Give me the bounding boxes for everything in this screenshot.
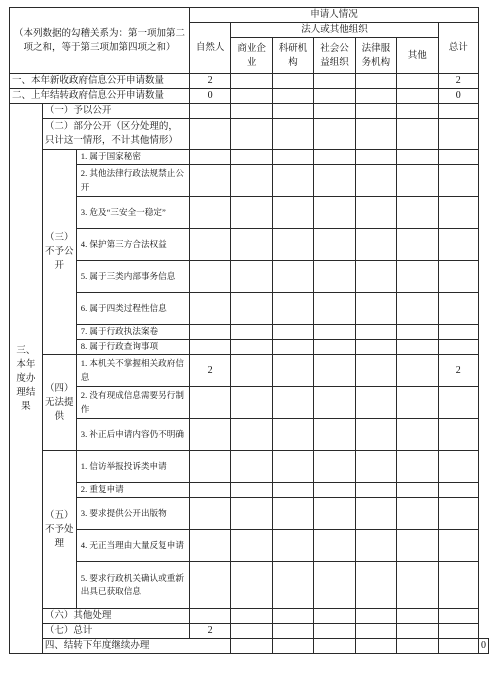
g3-item-8: 8. 属于行政查询事项: [76, 340, 189, 355]
row2-total: 0: [438, 89, 479, 104]
g3-item-3: 3. 危及“三安全一稳定”: [76, 197, 189, 229]
table-row: [10, 387, 489, 419]
table-row: [10, 419, 489, 451]
g3-item-4: 4. 保护第三方合法权益: [76, 229, 189, 261]
col-header-research: 科研机构: [272, 38, 313, 74]
g3-label: （三）不予公开: [42, 150, 76, 355]
row1-natural: 2: [189, 74, 230, 89]
g5-item-3: 3. 要求提供公开出版物: [76, 498, 189, 530]
table-row: [10, 165, 489, 197]
col-header-total: 总计: [438, 23, 479, 74]
table-row: [10, 355, 489, 387]
g3-item-1: 1. 属于国家秘密: [76, 150, 189, 165]
g4-label: （四）无法提供: [42, 355, 76, 451]
g3-item-5: 5. 属于三类内部事务信息: [76, 261, 189, 293]
g5-item-5: 5. 要求行政机关确认或重新出具已获取信息: [76, 562, 189, 609]
g3-item-7: 7. 属于行政执法案卷: [76, 325, 189, 340]
table-row: [10, 609, 489, 624]
g4-item-1: 1. 本机关不掌握相关政府信息: [76, 355, 189, 387]
table-row: [10, 197, 489, 229]
row4-total: 0: [479, 639, 489, 654]
g4-item-1-natural: 2: [189, 355, 230, 387]
table-row: [10, 498, 489, 530]
row4-label: 四、结转下年度继续办理: [42, 639, 231, 654]
g2-label: （二）部分公开（区分处理的，只计这一情形，不计其他情形）: [42, 119, 189, 150]
g5-item-1: 1. 信访举报投诉类申请: [76, 451, 189, 483]
col-header-other: 其他: [397, 38, 438, 74]
g4-item-3: 3. 补正后申请内容仍不明确: [76, 419, 189, 451]
g1-label: （一）予以公开: [42, 104, 189, 119]
row1-label: 一、本年新收政府信息公开申请数量: [10, 74, 190, 89]
header-applicant-situation: 申请人情况: [189, 8, 478, 23]
col-header-public-welfare: 社会公益组织: [314, 38, 355, 74]
g3-item-6: 6. 属于四类过程性信息: [76, 293, 189, 325]
g4-item-1-total: 2: [438, 355, 479, 387]
row1-total: 2: [438, 74, 479, 89]
g7-natural: 2: [189, 624, 230, 639]
table-row: [10, 104, 489, 119]
col-header-commercial: 商业企业: [231, 38, 272, 74]
g6-label: （六）其他处理: [42, 609, 189, 624]
header-note: （本列数据的勾稽关系为：第一项加第二项之和，等于第三项加第四项之和）: [13, 28, 185, 53]
table-row: [10, 150, 489, 165]
table-row: [10, 340, 489, 355]
header-legal-person-group: 法人或其他组织: [231, 23, 438, 38]
table-row: [10, 229, 489, 261]
table-row: [10, 483, 489, 498]
row2-natural: 0: [189, 89, 230, 104]
g5-item-4: 4. 无正当理由大量反复申请: [76, 530, 189, 562]
table-row: [10, 119, 489, 150]
government-info-disclosure-table: [9, 7, 489, 654]
table-row: [10, 624, 489, 639]
g7-label: （七）总计: [42, 624, 189, 639]
report-table-container: [9, 7, 489, 654]
col-header-natural-person: 自然人: [189, 23, 230, 74]
table-row: [10, 261, 489, 293]
g3-item-2: 2. 其他法律行政法规禁止公开: [76, 165, 189, 197]
table-row: [10, 89, 489, 104]
col-header-legal-service: 法律服务机构: [355, 38, 396, 74]
table-row: [10, 639, 489, 654]
table-row: [10, 74, 489, 89]
g5-label: （五）不予处理: [42, 451, 76, 609]
table-row: [10, 293, 489, 325]
table-row: [10, 530, 489, 562]
g4-item-2: 2. 没有现成信息需要另行制作: [76, 387, 189, 419]
section3-label: 三、本年度办理结果: [10, 104, 43, 654]
table-row: [10, 451, 489, 483]
table-row: [10, 562, 489, 609]
row2-label: 二、上年结转政府信息公开申请数量: [10, 89, 190, 104]
header-note-cell: [10, 8, 190, 74]
g5-item-2: 2. 重复申请: [76, 483, 189, 498]
table-row: [10, 325, 489, 340]
